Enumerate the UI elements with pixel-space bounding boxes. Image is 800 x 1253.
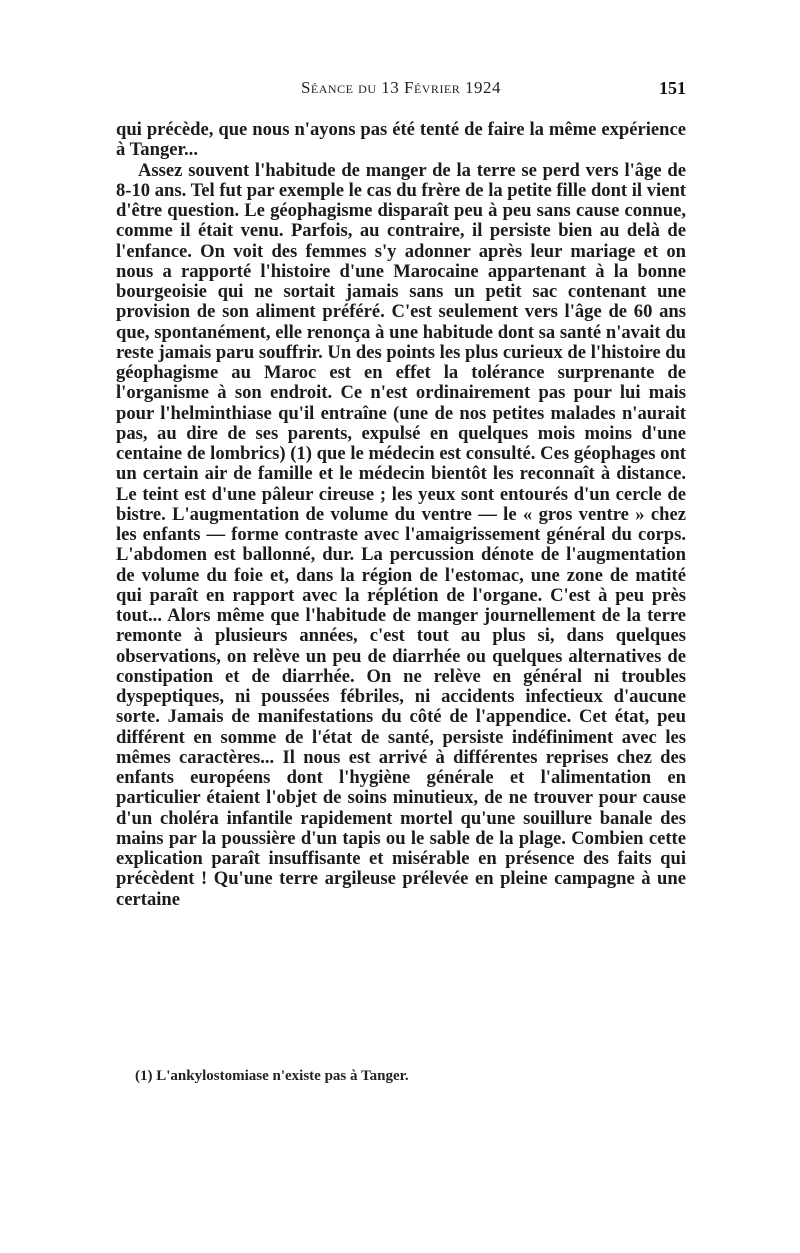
running-head [116,78,686,102]
running-title: Séance du 13 Février 1924 [300,78,502,97]
paragraph-main: Assez souvent l'habitude de manger de la terre se perd vers l'âge de 8-10 ans. Tel fut par exemple le cas du frère de la petite fille dont il vient d'être question. Le géophagisme disparaît peu à peu sans cause connue, comme il était venu. Parfois, au contraire, il persiste bien au delà de l'enfance. On voit des femmes s'y adonner après leur mariage et on nous a rapporté l'histoire d'une Marocaine appartenant à la bonne bourgeoisie qui ne sortait jamais sans un petit sac contenant une provision de son aliment préféré. C'est seulement vers l'âge de 60 ans que, spontanément, elle renonça à une habitude dont sa santé n'avait du reste jamais paru souffrir. Un des points les plus curieux de l'histoire du géophagisme au Maroc est en effet la tolérance surprenante de l'organisme à son endroit. Ce n'est ordinairement pas pour lui mais pour l'helminthiase qu'il entraîne (une de nos petites malades n'aurait pas, au dire de ses parents, expulsé en quelques mois moins d'une centaine de lombrics) (1) que le médecin est consulté. Ces géophages ont un certain air de famille et le médecin bientôt les reconnaît à distance. Le teint est d'une pâleur cireuse ; les yeux sont entourés d'un cercle de bistre. L'augmentation de volume du ventre — le « gros ventre » chez les enfants — forme contraste avec l'amaigrissement général du corps. L'abdomen est ballonné, dur. La percussion dénote de l'augmentation de volume du foie et, dans la région de l'estomac, une zone de matité qui paraît en rapport avec la réplétion de l'organe. C'est à peu près tout... Alors même que l'habitude de manger journellement de la terre remonte à plusieurs années, c'est tout au plus si, dans quelques observations, on relève un peu de diarrhée ou quelques alternatives de constipation et de diarrhée. On ne relève en général ni troubles dyspeptiques, ni poussées fébriles, ni accidents infectieux d'aucune sorte. Jamais de manifestations du côté de l'appendice. Cet état, peu différent en somme de l'état de santé, persiste indéfiniment avec les mêmes caractères... Il nous est arrivé à différentes reprises chez des enfants européens dont l'hygiène générale et l'alimentation en particulier étaient l'objet de soins minutieux, de ne trouver pour cause d'un choléra infantile rapidement mortel qu'une souillure banale des mains par la poussière d'un tapis ou le sable de la plage. Combien cette explication paraît insuffisante et misérable en présence des faits qui précèdent ! Qu'une terre argileuse prélevée en pleine campagne à une certaine [116,159,686,910]
footnote: (1) L'ankylostomiase n'existe pas à Tanger. [135,1068,409,1084]
body-text [116,120,686,910]
paragraph-continuation: qui précède, que nous n'ayons pas été tenté de faire la même expérience à Tanger... [116,119,686,161]
page-number: 151 [659,78,686,98]
